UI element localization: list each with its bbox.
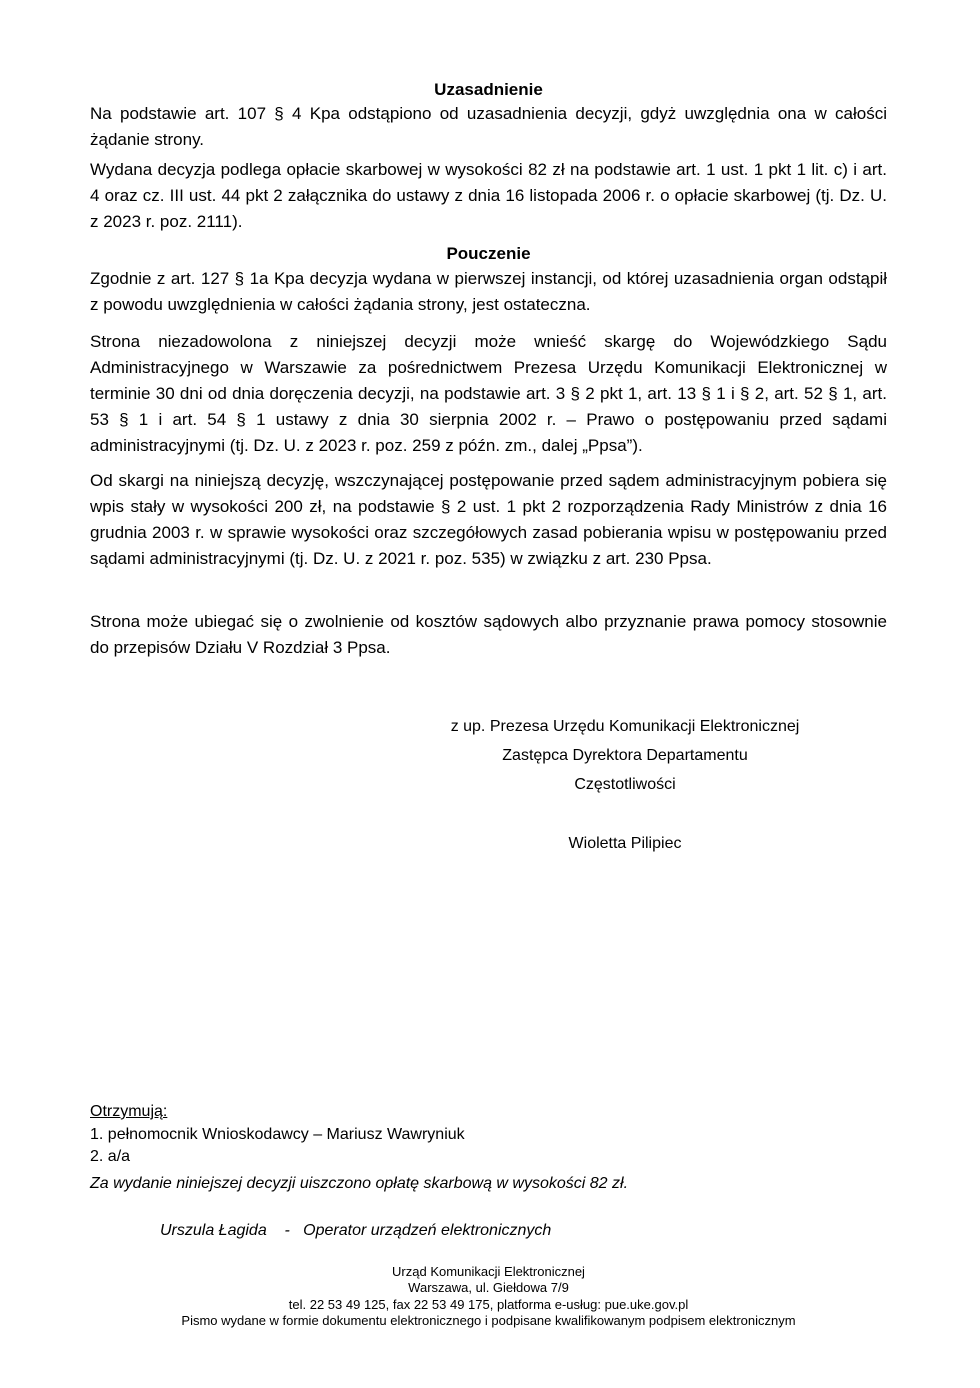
uzasadnienie-paragraph-2: Wydana decyzja podlega opłacie skarbowej w wysokości 82 zł na podstawie art. 1 ust. 1 pkt 1 lit. c) i art. 4 oraz cz. III ust. 44 pkt 2 załącznika do ustawy z dnia 16 listopada 2006 r. o opłacie skarbowej (tj. Dz. U. z 2023 r. poz. 2111). [90,160,887,231]
footer-contact: tel. 22 53 49 125, fax 22 53 49 175, platforma e-usług: pue.uke.gov.pl [288,1297,689,1312]
pouczenie-paragraph-3: Od skargi na niniejszą decyzję, wszczynającej postępowanie przed sądem administracyjnym pobiera się wpis stały w wysokości 200 zł, na podstawie § 2 ust. 1 pkt 2 rozporządzenia Rady Ministrów z dnia 16 grudnia 2003 r. w sprawie wysokości oraz szczegółowych zasad pobierania wpisu w postępowaniu przed sądami administracyjnymi (tj. Dz. U. z 2021 r. poz. 535) w związku z art. 230 Ppsa. [90,471,887,568]
pouczenie-paragraph-2: Strona niezadowolona z niniejszej decyzji może wnieść skargę do Wojewódzkiego Sądu Administracyjnego w Warszawie za pośrednictwem Prezesa Urzędu Komunikacji Elektronicznej w terminie 30 dni od dnia doręczenia decyzji, na podstawie art. 3 § 2 pkt 1, art. 13 § 1 i § 2, art. 52 § 1, art. 53 § 1 i art. 54 § 1 ustawy z dnia 30 sierpnia 2002 r. – Prawo o postępowaniu przed sądami administracyjnymi (tj. Dz. U. z 2023 r. poz. 259 z późn. zm., dalej „Ppsa”). [90,332,887,455]
footer-address: Warszawa, ul. Giełdowa 7/9 [408,1280,569,1295]
pouczenie-paragraph-4: Strona może ubiegać się o zwolnienie od kosztów sądowych albo przyznanie prawa pomocy stosownie do przepisów Działu V Rozdział 3 Ppsa. [90,612,887,657]
pouczenie-heading: Pouczenie [446,244,531,263]
pouczenie-paragraph-1: Zgodnie z art. 127 § 1a Kpa decyzja wydana w pierwszej instancji, od której uzasadnienia organ odstąpił z powodu uwzględnienia w całości żądania strony, jest ostateczna. [90,269,887,314]
footer-signature-note: Pismo wydane w formie dokumentu elektronicznego i podpisane kwalifikowanym podpisem elektronicznym [181,1313,796,1328]
signature-position: Zastępca Dyrektora Departamentu [502,747,748,764]
recipients-heading: Otrzymują: [90,1103,168,1120]
signature-department: Częstotliwości [574,776,676,793]
signature-name: Wioletta Pilipiec [568,835,682,852]
operator-line: Urszula Łagida - Operator urządzeń elektronicznych [160,1222,552,1239]
uzasadnienie-paragraph-1: Na podstawie art. 107 § 4 Kpa odstąpiono od uzasadnienia decyzji, gdyż uwzględnia ona w całości żądanie strony. [90,104,887,149]
fee-note: Za wydanie niniejszej decyzji uiszczono opłatę skarbową w wysokości 82 zł. [90,1175,629,1192]
recipient-item: 1. pełnomocnik Wnioskodawcy – Mariusz Wawryniuk [90,1126,465,1143]
recipient-item: 2. a/a [90,1148,131,1165]
uzasadnienie-heading: Uzasadnienie [434,80,543,99]
signature-authority: z up. Prezesa Urzędu Komunikacji Elektronicznej [450,718,800,735]
footer-office: Urząd Komunikacji Elektronicznej [392,1264,585,1279]
